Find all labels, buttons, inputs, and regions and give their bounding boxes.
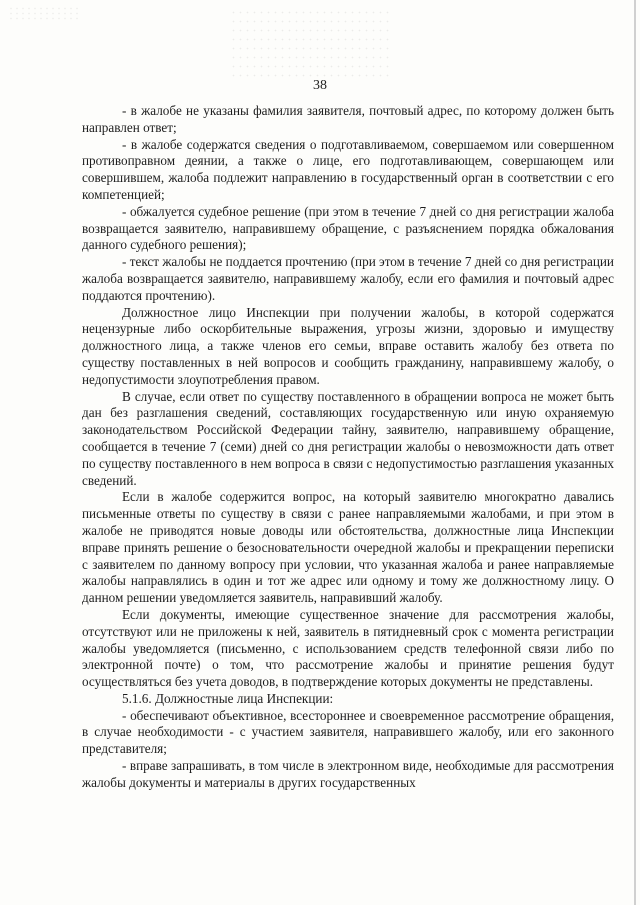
- paragraph: - обжалуется судебное решение (при этом в течение 7 дней со дня регистрации жалоба возвращается заявителю, направившему обращение, с разъяснением порядка обжалования данного судебного решения);: [82, 203, 614, 253]
- scan-noise-corner: [8, 6, 78, 20]
- section-heading: 5.1.6. Должностные лица Инспекции:: [122, 690, 334, 706]
- page-number: 38: [313, 78, 327, 93]
- paragraph: - в жалобе содержатся сведения о подготавливаемом, совершаемом или совершенном противоправном деянии, а также о лице, его подготавливающем, совершающем или совершившем, жалоба подлежит направлению в государственный орган в соответствии с его компетенцией;: [82, 136, 614, 202]
- paragraph: - обеспечивают объективное, всестороннее и своевременное рассмотрение обращения, в случае необходимости - с участием заявителя, направившего жалобу, или его законного представителя;: [82, 707, 614, 757]
- scan-noise: [230, 8, 390, 78]
- paragraph: В случае, если ответ по существу поставленного в обращении вопроса не может быть дан без разглашения сведений, составляющих государственную или иную охраняемую законодательством Российской Федерации тайну, заявителю, направившему обращение, сообщается в течение 7 (семи) дней со дня регистрации жалобы о невозможности дать ответ по существу поставленного в нем вопроса в связи с недопустимостью разглашения указанных сведений.: [82, 388, 614, 488]
- paragraph: - текст жалобы не поддается прочтению (при этом в течение 7 дней со дня регистрации жалоба возвращается заявителю, направившему жалобу, если его фамилия и почтовый адрес поддаются прочтению).: [82, 254, 614, 303]
- paragraph: - в жалобе не указаны фамилия заявителя, почтовый адрес, по которому должен быть направлен ответ;: [82, 103, 614, 135]
- document-body: [82, 103, 614, 792]
- paragraph: - вправе запрашивать, в том числе в электронном виде, необходимые для рассмотрения жалобы документы и материалы в других государственных: [82, 758, 614, 790]
- paragraph: Если документы, имеющие существенное значение для рассмотрения жалобы, отсутствуют или не приложены к ней, заявитель в пятидневный срок с момента регистрации жалобы уведомляется (письменно, с использованием средств телефонной связи либо по электронной почте) о том, что рассмотрение жалобы и принятие решения будут осуществляться без учета доводов, в подтверждение которых документы не представлены.: [82, 606, 614, 690]
- paragraph: Если в жалобе содержится вопрос, на который заявителю многократно давались письменные ответы по существу в связи с ранее направляемыми жалобами, и при этом в жалобе не приводятся новые доводы или обстоятельства, должностные лица Инспекции вправе принять решение о безосновательности очередной жалобы и прекращении переписки с заявителем по данному вопросу при условии, что указанная жалоба и ранее направляемые жалобы направлялись в один и тот же адрес или одному и тому же должностному лицу. О данном решении уведомляется заявитель, направивший жалобу.: [82, 489, 614, 606]
- scan-edge-line: [634, 0, 636, 905]
- paragraph: Должностное лицо Инспекции при получении жалобы, в которой содержатся нецензурные либо оскорбительные выражения, угрозы жизни, здоровью и имуществу должностного лица, а также членов его семьи, вправе оставить жалобу без ответа по существу поставленных в ней вопросов и сообщить гражданину, направившему жалобу, о недопустимости злоупотребления правом.: [82, 304, 614, 387]
